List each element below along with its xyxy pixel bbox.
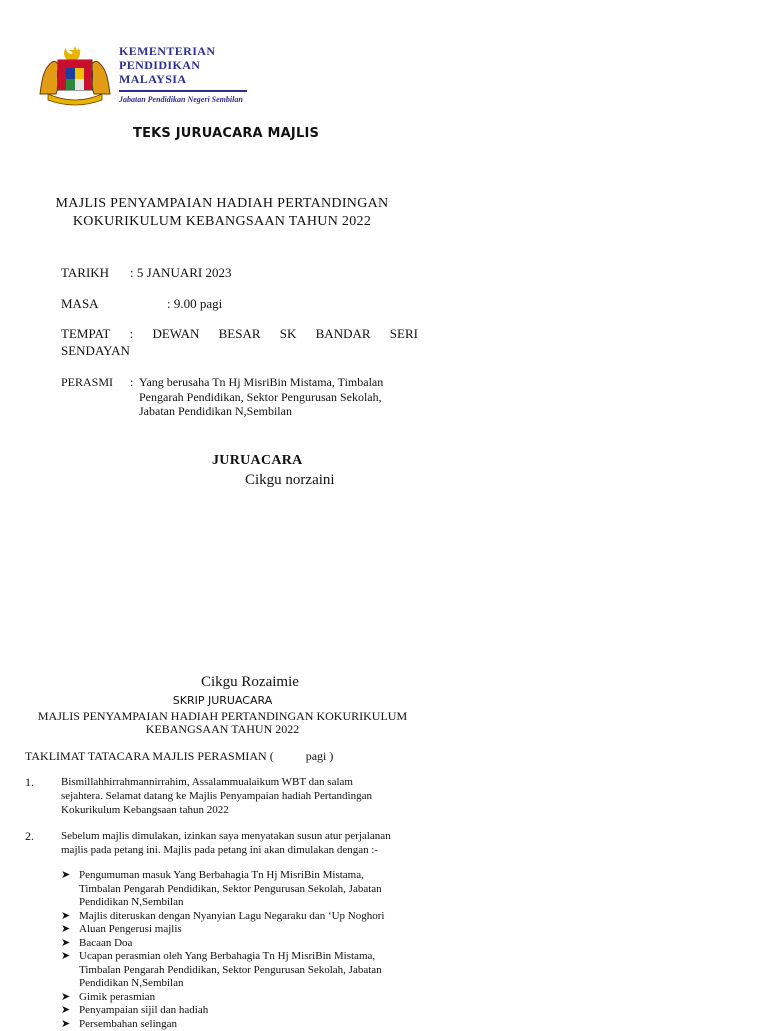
event-title-line-2: KOKURIKULUM KEBANGSAAN TAHUN 2022 [12,214,432,230]
paragraph-number: 1. [25,775,34,790]
juruacara-heading: JURUACARA [212,453,303,469]
tempat-word: TEMPAT [61,326,110,342]
agenda-line: Aluan Pengerusi majlis [79,923,411,937]
perasmi-colon: : [130,375,133,390]
arrow-bullet-icon: ➤ [61,869,70,883]
tempat-word: SERI [390,326,418,342]
arrow-bullet-icon: ➤ [61,1018,70,1031]
tempat-word: BESAR [219,326,261,342]
taklimat-time: pagi ) [306,749,334,763]
arrow-bullet-icon: ➤ [61,937,70,951]
arrow-bullet-icon: ➤ [61,923,70,937]
arrow-bullet-icon: ➤ [61,910,70,924]
org-line-2: PENDIDIKAN [119,58,249,72]
skrip-event-line-2: KEBANGSAAN TAHUN 2022 [0,722,445,737]
agenda-line: Ucapan perasmian oleh Yang Berbahagia Tn Hj MisriBin Mistama, [79,950,411,964]
masa-label: MASA [61,296,99,312]
agenda-line: Pengumuman masuk Yang Berbahagia Tn Hj MisriBin Mistama, [79,869,411,883]
org-line-3: MALAYSIA [119,72,249,86]
paragraph-line: majlis pada petang ini. Majlis pada petang ini akan dimulakan dengan :- [61,843,421,857]
agenda-item [61,937,411,951]
perasmi-line-3: Jabatan Pendidikan N,Sembilan [139,404,429,419]
paragraph-text [61,829,421,857]
agenda-item [61,1004,411,1018]
agenda-line: Pendidikan N,Sembilan [79,977,411,991]
tarikh-value: : 5 JANUARI 2023 [130,265,231,281]
arrow-bullet-icon: ➤ [61,991,70,1005]
agenda-line: Persembahan selingan [79,1018,411,1031]
paragraph-number: 2. [25,829,34,844]
agenda-line: Bacaan Doa [79,937,411,951]
tempat-word: BANDAR [316,326,371,342]
agenda-line: Gimik perasmian [79,991,411,1005]
agenda-line: Penyampaian sijil dan hadiah [79,1004,411,1018]
tempat-continued: SENDAYAN [61,343,130,359]
arrow-bullet-icon: ➤ [61,950,70,964]
paragraph-line: Bismillahhirrahmannirrahim, Assalammualaikum WBT dan salam [61,775,397,789]
tempat-line [61,326,418,342]
paragraph-line: Kokurikulum Kebangsaan tahun 2022 [61,803,397,817]
agenda-list [61,869,411,1031]
org-line-1: KEMENTERIAN [119,44,249,58]
paragraph-text [61,775,397,817]
event-title-line-1: MAJLIS PENYAMPAIAN HADIAH PERTANDINGAN [12,196,432,212]
agenda-item [61,991,411,1005]
organization-name [119,44,249,86]
perasmi-value [139,375,429,419]
arrow-bullet-icon: ➤ [61,1004,70,1018]
org-divider [119,90,247,92]
juruacara-name-1: Cikgu norzaini [245,472,335,489]
agenda-line: Timbalan Pengarah Pendidikan, Sektor Pengurusan Sekolah, Jabatan [79,883,411,897]
masa-value: : 9.00 pagi [167,296,222,312]
agenda-line: Pendidikan N,Sembilan [79,896,411,910]
taklimat-text: TAKLIMAT TATACARA MAJLIS PERASMIAN ( [25,749,274,763]
agenda-line: Timbalan Pengarah Pendidikan, Sektor Pengurusan Sekolah, Jabatan [79,964,411,978]
agenda-item [61,950,411,991]
perasmi-line-1: Yang berusaha Tn Hj MisriBin Mistama, Timbalan [139,375,429,390]
agenda-item [61,869,411,910]
agenda-item [61,1018,411,1031]
skrip-title: SKRIP JURUACARA [0,694,445,707]
perasmi-label: PERASMI [61,375,113,390]
tempat-word: DEWAN [152,326,199,342]
perasmi-line-2: Pengarah Pendidikan, Sektor Pengurusan Sekolah, [139,390,429,405]
coat-of-arms-logo [36,44,114,108]
skrip-event-line-1: MAJLIS PENYAMPAIAN HADIAH PERTANDINGAN KOKURIKULUM [0,709,445,724]
agenda-item [61,910,411,924]
agenda-item [61,923,411,937]
juruacara-name-2: Cikgu Rozaimie [201,674,299,691]
agenda-line: Majlis diteruskan dengan Nyanyian Lagu Negaraku dan ‘Up Noghori [79,910,411,924]
document-title: TEKS JURUACARA MAJLIS [133,126,319,141]
taklimat-heading [25,749,333,764]
tempat-word: : [130,326,134,342]
paragraph-line: Sebelum majlis dimulakan, izinkan saya menyatakan susun atur perjalanan [61,829,421,843]
tarikh-label: TARIKH [61,265,109,281]
org-subtitle: Jabatan Pendidikan Negeri Sembilan [119,95,243,104]
paragraph-line: sejahtera. Selamat datang ke Majlis Penyampaian hadiah Pertandingan [61,789,397,803]
tempat-word: SK [280,326,297,342]
